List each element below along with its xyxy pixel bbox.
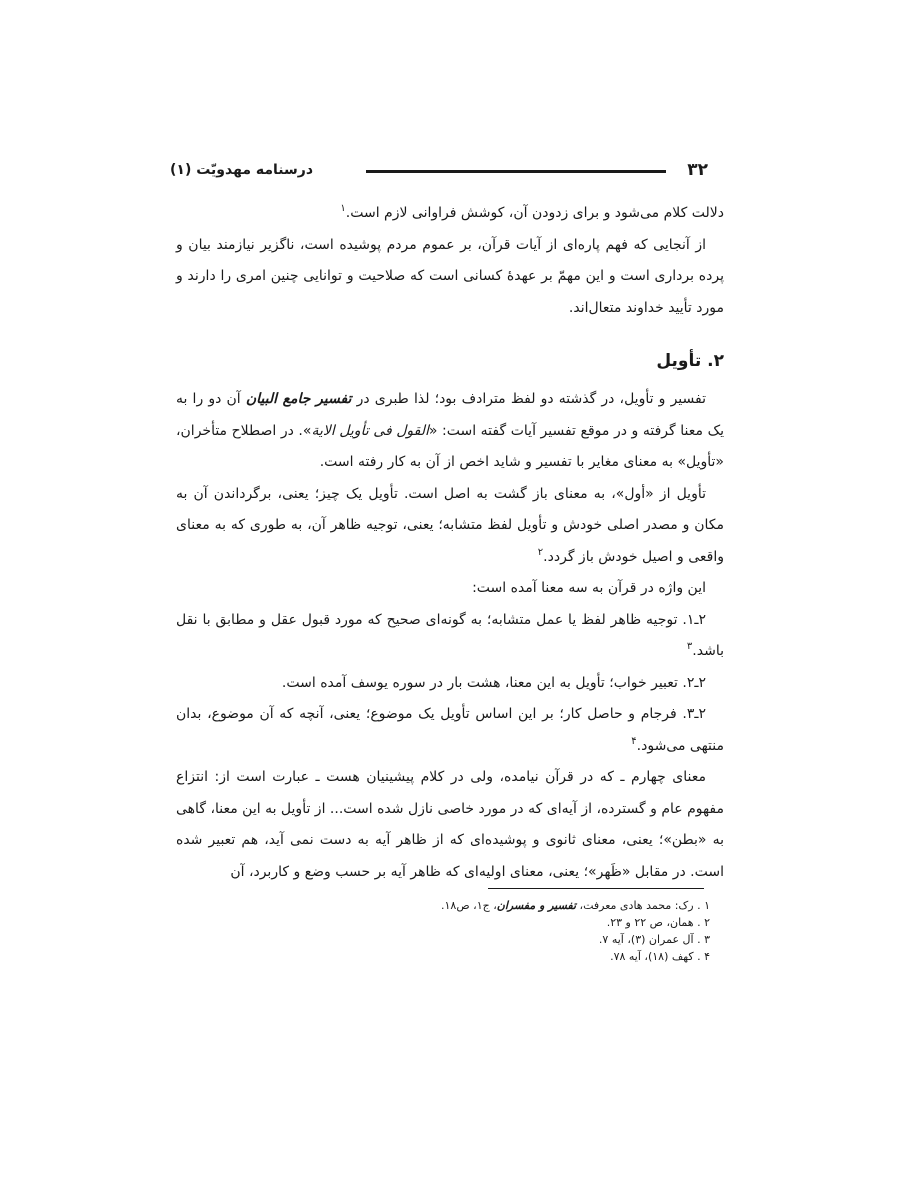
body-text — [176, 198, 724, 888]
running-title: درسنامه مهدویّت (۱) — [170, 162, 314, 178]
header-rule — [366, 170, 666, 173]
footnote: ۳ . آل عمران (۳)، آیه ۷. — [598, 933, 710, 946]
section-heading: ۲. تأویل — [656, 351, 724, 371]
footnote-ref: ۳ — [686, 641, 693, 652]
paragraph: ۲ـ۱. توجیه ظاهر لفظ یا عمل متشابه؛ به گونه‌ای صحیح که مورد قبول عقل و مطابق با نقل باشد.$^۳$ — [176, 611, 724, 659]
footnote: ۲ . همان، ص ۲۲ و ۲۳. — [606, 916, 710, 929]
book-title: تفسیر و مفسران — [496, 899, 577, 912]
footnote: ۱ . رک: محمد هادی معرفت، تفسیر و مفسران، ج۱، ص۱۸. — [441, 899, 710, 912]
footnote: ۴ . کهف (۱۸)، آیه ۷۸. — [610, 950, 710, 963]
footnote-ref: ۱ — [340, 203, 346, 214]
page-number: ۳۲ — [687, 160, 708, 180]
footnote-ref: ۴ — [631, 735, 637, 747]
paragraph: معنای چهارم ـ که در قرآن نیامده، ولی در کلام پیشینیان هست ـ عبارت است از: انتزاع مفهوم عام و گسترده، از آیه‌ای که در مورد خاصی نازل شده است... از تأویل به این معنا، گاهی به «بطن»؛ یعنی، معنای ثانوی و پوشیده‌ای که از ظاهر آیه به دست نمی آید، هم تعبیر شده است. در مقابل «ظَهر»؛ یعنی، معنای اولیه‌ای که ظاهر آیه بر حسب وضع و کاربرد، آن — [176, 769, 724, 880]
paragraph: تفسیر و تأویل، در گذشته دو لفظ مترادف بود؛ لذا طبری در تفسیر جامع البیان آن دو را به یک معنا گرفته و در موقع تفسیر آیات گفته است: «القول فی تأویل الایة». در اصطلاح متأخران، «تأویل» به معنای مغایر با تفسیر و شاید اخص از آن به کار رفته است. — [176, 391, 724, 470]
quoted-phrase: القول فی تأویل الایة — [311, 422, 429, 439]
book-title: تفسیر جامع البیان — [245, 391, 352, 407]
paragraph: این واژه در قرآن به سه معنا آمده است: — [472, 580, 706, 596]
footnotes — [400, 897, 710, 965]
footnote-divider — [488, 888, 704, 889]
running-header — [170, 156, 708, 184]
paragraph: تأویل از «أول»، به معنای باز گشت به اصل است. تأویل یک چیز؛ یعنی، برگرداندن آن به مکان و مصدر اصلی خودش و تأویل لفظ متشابه؛ یعنی، توجیه ظاهر آن، به طوری که به معنای واقعی و اصیل خودش باز گردد.$^۲$ — [176, 485, 724, 565]
paragraph: ۲ـ۲. تعبیر خواب؛ تأویل به این معنا، هشت بار در سوره یوسف آمده است. — [281, 674, 706, 691]
paragraph: از آنجایی که فهم پاره‌ای از آیات قرآن، بر عموم مردم پوشیده است، ناگزیر نیازمند بیان و پرده برداری است و این مهمّ بر عهدهٔ کسانی است که صلاحیت و توانایی چنین امری را دارند و مورد تأیید خداوند متعال‌اند. — [176, 236, 724, 316]
footnote-ref: ۲ — [537, 546, 544, 558]
paragraph: ۲ـ۳. فرجام و حاصل کار؛ بر این اساس تأویل یک موضوع؛ یعنی، آنچه که آن موضوع، بدان منتهی می‌شود.$^۴$ — [176, 706, 724, 754]
paragraph: دلالت کلام می‌شود و برای زدودن آن، کوشش فراوانی لازم است.$^۱$ — [340, 203, 724, 221]
